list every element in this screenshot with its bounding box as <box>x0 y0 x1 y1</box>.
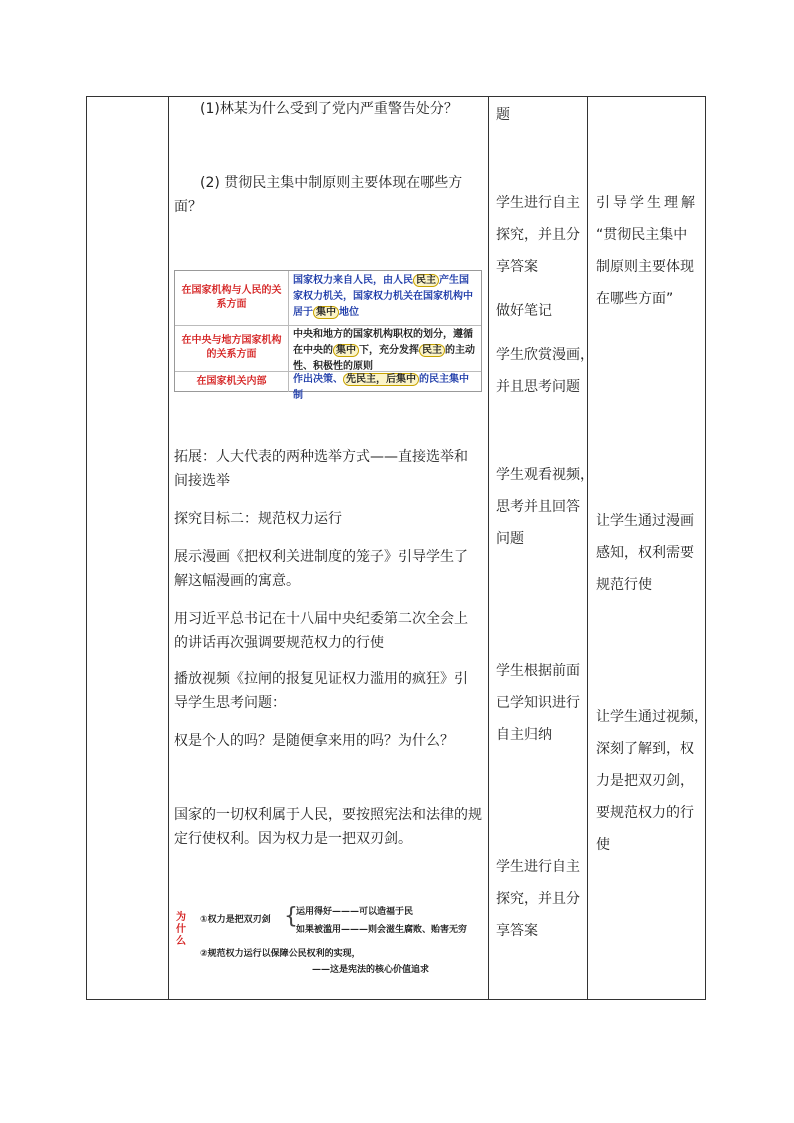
xi-speech-line-1: 用习近平总书记在十八届中央纪委第二次全会上 <box>174 611 468 627</box>
student-activity: 享答案 <box>496 923 538 939</box>
inner-table-row <box>175 271 481 326</box>
inner-row-label: 在国家机构与人民的关系方面 <box>175 271 289 325</box>
design-intent: “贯彻民主集中 <box>596 227 688 243</box>
extension-line-2: 间接选举 <box>174 473 230 489</box>
design-intent: 规范行使 <box>596 577 652 593</box>
design-intent: 使 <box>596 837 610 853</box>
design-intent: 力是把双刃剑， <box>596 773 694 789</box>
inner-row-label: 在国家机关内部 <box>175 371 289 392</box>
question-2-line-1: (2) 贯彻民主集中制原则主要体现在哪些方 <box>200 175 463 191</box>
answer-line-2: 定行使权利。因为权力是一把双刃剑。 <box>174 831 412 847</box>
highlight-centralism: 集中 <box>333 344 359 357</box>
inner-row-content: 作出决策、 先民主，后集中 的民主集中制 <box>293 374 469 401</box>
highlight-principle: 先民主，后集中 <box>343 373 419 386</box>
democratic-centralism-table <box>174 270 482 401</box>
video-line-1: 播放视频《拉闸的报复见证权力滥用的疯狂》引 <box>174 671 468 687</box>
design-intent: 让学生通过视频， <box>596 709 708 725</box>
inner-table-row <box>175 325 481 372</box>
mindmap-item-2: ②规范权力运行以保障公民权利的实现， <box>200 949 361 959</box>
mindmap-item-1: ①权力是把双刃剑 <box>200 915 271 925</box>
inner-row-content: 中央和地方的国家机构职权的划分，遵循在中央的 集中 下，充分发挥 民主 的主动性、积极性的原则 <box>293 329 475 372</box>
student-activity: 题 <box>496 107 510 123</box>
design-intent: 要规范权力的行 <box>596 805 694 821</box>
student-activity: 思考并且回答 <box>496 499 580 515</box>
show-comic-line-2: 解这幅漫画的寓意。 <box>174 573 300 589</box>
mindmap-branch-1: 运用得好———可以造福于民 <box>296 907 414 917</box>
student-activity: 做好笔记 <box>496 303 552 319</box>
highlight-centralism: 集中 <box>313 306 339 319</box>
student-activity: 探究，并且分 <box>496 227 580 243</box>
show-comic-line-1: 展示漫画《把权利关进制度的笼子》引导学生了 <box>174 549 468 565</box>
extension-line-1: 拓展：人大代表的两种选举方式——直接选举和 <box>174 449 468 465</box>
student-activity: 学生根据前面 <box>496 663 580 679</box>
student-activity: 享答案 <box>496 259 538 275</box>
student-activity: 并且思考问题 <box>496 379 580 395</box>
xi-speech-line-2: 的讲话再次强调要规范权力的行使 <box>174 635 384 651</box>
mindmap-branch-2: 如果被滥用———则会滋生腐败、贻害无穷 <box>296 925 468 935</box>
why-label: 为什么 <box>176 912 186 947</box>
column-divider <box>488 97 489 999</box>
student-activity: 学生观看视频， <box>496 467 594 483</box>
brace-icon: { <box>284 904 298 929</box>
student-activity: 已学知识进行 <box>496 695 580 711</box>
student-activity: 学生进行自主 <box>496 859 580 875</box>
inner-row-label: 在中央与地方国家机构的关系方面 <box>175 325 289 371</box>
design-intent: 引导学生理解 <box>596 195 698 211</box>
mindmap-item-2-tail: ——这是宪法的核心价值追求 <box>312 965 430 975</box>
highlight-democracy: 民主 <box>419 344 445 357</box>
column-divider <box>168 97 169 999</box>
design-intent: 感知，权利需要 <box>596 545 694 561</box>
student-activity: 探究，并且分 <box>496 891 580 907</box>
student-activity: 自主归纳 <box>496 727 552 743</box>
inner-row-content: 国家权力来自人民，由人民 民主 产生国家权力机关，国家权力机关在国家机构中居于 集中 地位 <box>293 275 473 318</box>
student-activity: 学生欣赏漫画， <box>496 347 594 363</box>
design-intent: 制原则主要体现 <box>596 259 694 275</box>
discussion-question: 权是个人的吗？是随便拿来用的吗？为什么？ <box>174 733 454 749</box>
student-activity: 问题 <box>496 531 524 547</box>
video-line-2: 导学生思考问题： <box>174 695 286 711</box>
answer-line-1: 国家的一切权利属于人民，要按照宪法和法律的规 <box>174 807 482 823</box>
design-intent: 让学生通过漫画 <box>596 513 694 529</box>
design-intent: 深刻了解到，权 <box>596 741 694 757</box>
highlight-democracy: 民主 <box>413 274 439 287</box>
question-1: (1)林某为什么受到了党内严重警告处分？ <box>200 101 458 117</box>
inner-table-row <box>175 371 481 401</box>
goal-two: 探究目标二：规范权力运行 <box>174 511 342 527</box>
question-2-line-2: 面？ <box>174 199 202 215</box>
column-divider <box>587 97 588 999</box>
design-intent: 在哪些方面” <box>596 291 674 307</box>
student-activity: 学生进行自主 <box>496 195 580 211</box>
